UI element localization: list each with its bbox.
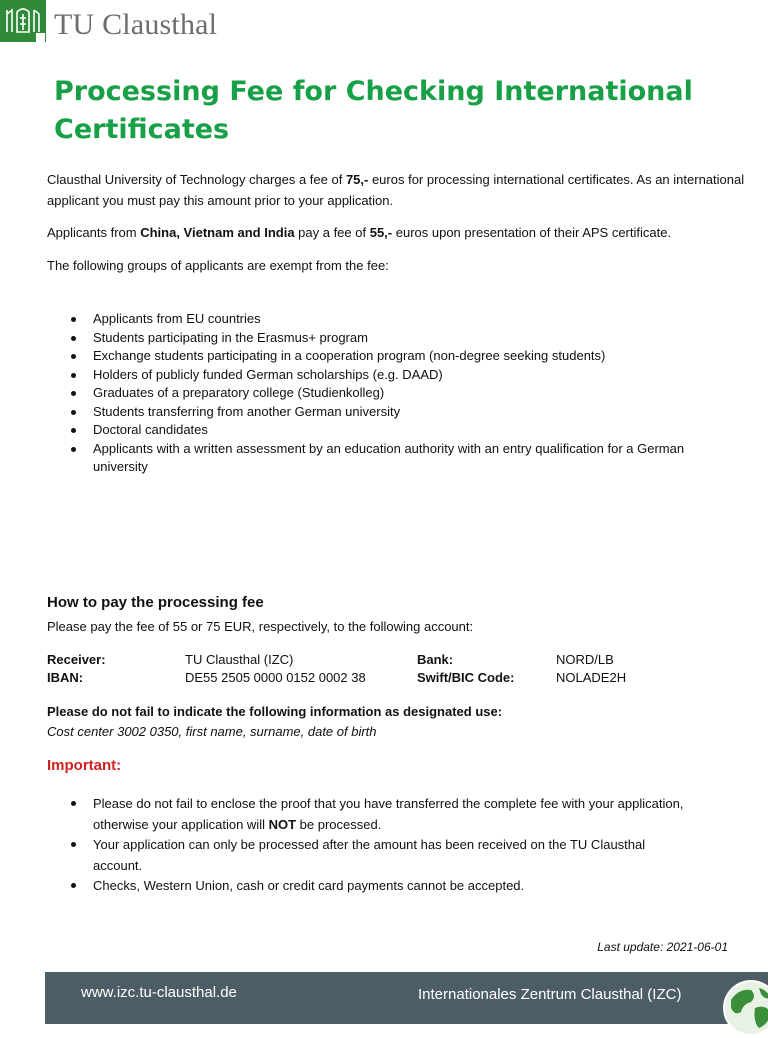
list-item: Applicants from EU countries xyxy=(47,310,727,329)
receiver-value: TU Clausthal (IZC) xyxy=(185,652,294,667)
list-item: Please do not fail to enclose the proof that you have transferred the complete fee with your application, otherwise your application will NOT be processed. xyxy=(47,794,727,835)
exempt-list xyxy=(47,310,727,477)
page-title: Processing Fee for Checking International Certificates xyxy=(54,76,693,145)
last-update: Last update: 2021-06-01 xyxy=(597,940,728,954)
list-item: Students transferring from another German university xyxy=(47,403,727,422)
receiver-label: Receiver: xyxy=(47,652,106,667)
exempt-intro: The following groups of applicants are exempt from the fee: xyxy=(47,258,389,273)
designated-use-value: Cost center 3002 0350, first name, surname, date of birth xyxy=(47,724,377,739)
important-heading: Important: xyxy=(47,757,122,774)
intro-paragraph-1: Clausthal University of Technology charges a fee of 75,- euros for processing international certificates. As an international applicant you must pay this amount prior to your application. xyxy=(47,172,745,208)
payment-instruction: Please pay the fee of 55 or 75 EUR, respectively, to the following account: xyxy=(47,619,474,634)
payment-heading: How to pay the processing fee xyxy=(47,594,264,611)
globe-icon xyxy=(721,978,768,1038)
footer-url-link[interactable]: www.izc.tu-clausthal.de xyxy=(81,984,237,1001)
intro-paragraph-2: Applicants from China, Vietnam and India pay a fee of 55,- euros upon presentation of their APS certificate. xyxy=(47,225,672,240)
bank-label: Bank: xyxy=(417,652,454,667)
list-item: Your application can only be processed after the amount has been received on the TU Clausthal account. xyxy=(47,835,727,876)
list-item: Holders of publicly funded German scholarships (e.g. DAAD) xyxy=(47,366,727,385)
designated-use-heading: Please do not fail to indicate the following information as designated use: xyxy=(47,704,503,719)
footer-organization: Internationales Zentrum Clausthal (IZC) xyxy=(418,986,682,1003)
swift-value: NOLADE2H xyxy=(556,670,627,685)
list-item: Applicants with a written assessment by an education authority with an entry qualification for a German university xyxy=(47,440,727,477)
bank-value: NORD/LB xyxy=(556,652,614,667)
footer-bar xyxy=(45,972,768,1024)
list-item: Doctoral candidates xyxy=(47,421,727,440)
list-item: Exchange students participating in a cooperation program (non-degree seeking students) xyxy=(47,347,727,366)
list-item: Students participating in the Erasmus+ program xyxy=(47,329,727,348)
list-item: Checks, Western Union, cash or credit card payments cannot be accepted. xyxy=(47,876,727,897)
iban-value: DE55 2505 0000 0152 0002 38 xyxy=(185,670,366,685)
list-item: Graduates of a preparatory college (Studienkolleg) xyxy=(47,384,727,403)
logo-dot xyxy=(36,33,45,42)
swift-label: Swift/BIC Code: xyxy=(417,670,515,685)
logo-text: TU Clausthal xyxy=(54,8,218,41)
important-list xyxy=(47,794,727,897)
iban-label: IBAN: xyxy=(47,670,84,685)
